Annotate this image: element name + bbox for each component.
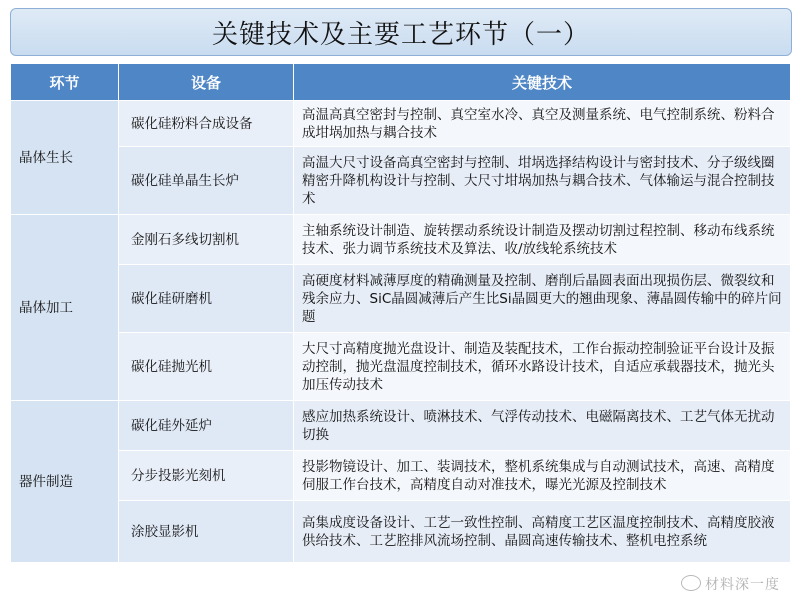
equipment-cell: 碳化硅外延炉 [119, 401, 294, 451]
equipment-cell: 碳化硅粉料合成设备 [119, 101, 294, 147]
slide-title-text: 关键技术及主要工艺环节（一） [211, 19, 590, 50]
tech-cell: 高温高真空密封与控制、真空室水冷、真空及测量系统、电气控制系统、粉料合成坩埚加热与耦合技术 [294, 101, 791, 147]
header-equipment: 设备 [119, 64, 294, 101]
tech-cell: 投影物镜设计、加工、装调技术，整机系统集成与自动测试技术，高速、高精度伺服工作台技术，高精度自动对准技术，曝光光源及控制技术 [294, 451, 791, 501]
equipment-cell: 分步投影光刻机 [119, 451, 294, 501]
tech-cell: 高集成度设备设计、工艺一致性控制、高精度工艺区温度控制技术、高精度胶液供给技术、工艺腔排风流场控制、晶圆高速传输技术、整机电控系统 [294, 501, 791, 563]
header-tech: 关键技术 [294, 64, 791, 101]
tech-table [10, 63, 791, 563]
header-stage: 环节 [11, 64, 119, 101]
watermark [681, 574, 780, 594]
table-row [11, 101, 791, 147]
watermark-text: 材料深一度 [705, 577, 780, 593]
table-row [11, 147, 791, 215]
stage-cell: 晶体加工 [11, 215, 119, 401]
table-row [11, 501, 791, 563]
equipment-cell: 涂胶显影机 [119, 501, 294, 563]
tech-cell: 高温大尺寸设备高真空密封与控制、坩埚选择结构设计与密封技术、分子级线圈精密升降机构设计与控制、大尺寸坩埚加热与耦合技术、气体输运与混合控制技术 [294, 147, 791, 215]
tech-cell: 高硬度材料减薄厚度的精确测量及控制、磨削后晶圆表面出现损伤层、微裂纹和残余应力、SiC晶圆减薄后产生比Si晶圆更大的翘曲现象、薄晶圆传输中的碎片问题 [294, 265, 791, 333]
equipment-cell: 碳化硅抛光机 [119, 333, 294, 401]
tech-cell: 感应加热系统设计、喷淋技术、气浮传动技术、电磁隔离技术、工艺气体无扰动切换 [294, 401, 791, 451]
tech-cell: 主轴系统设计制造、旋转摆动系统设计制造及摆动切割过程控制、移动布线系统技术、张力调节系统技术及算法、收/放线轮系统技术 [294, 215, 791, 265]
table-row [11, 265, 791, 333]
stage-cell: 器件制造 [11, 401, 119, 563]
slide-title [10, 8, 792, 56]
equipment-cell: 碳化硅研磨机 [119, 265, 294, 333]
table-row [11, 333, 791, 401]
equipment-cell: 碳化硅单晶生长炉 [119, 147, 294, 215]
table-header-row [11, 64, 791, 101]
stage-cell: 晶体生长 [11, 101, 119, 215]
table-row [11, 451, 791, 501]
equipment-cell: 金刚石多线切割机 [119, 215, 294, 265]
table-row [11, 401, 791, 451]
wechat-icon [681, 575, 701, 591]
tech-cell: 大尺寸高精度抛光盘设计、制造及装配技术，工作台振动控制验证平台设计及振动控制，抛光盘温度控制技术，循环水路设计技术，自适应承载器技术，抛光头加压传动技术 [294, 333, 791, 401]
table-row [11, 215, 791, 265]
